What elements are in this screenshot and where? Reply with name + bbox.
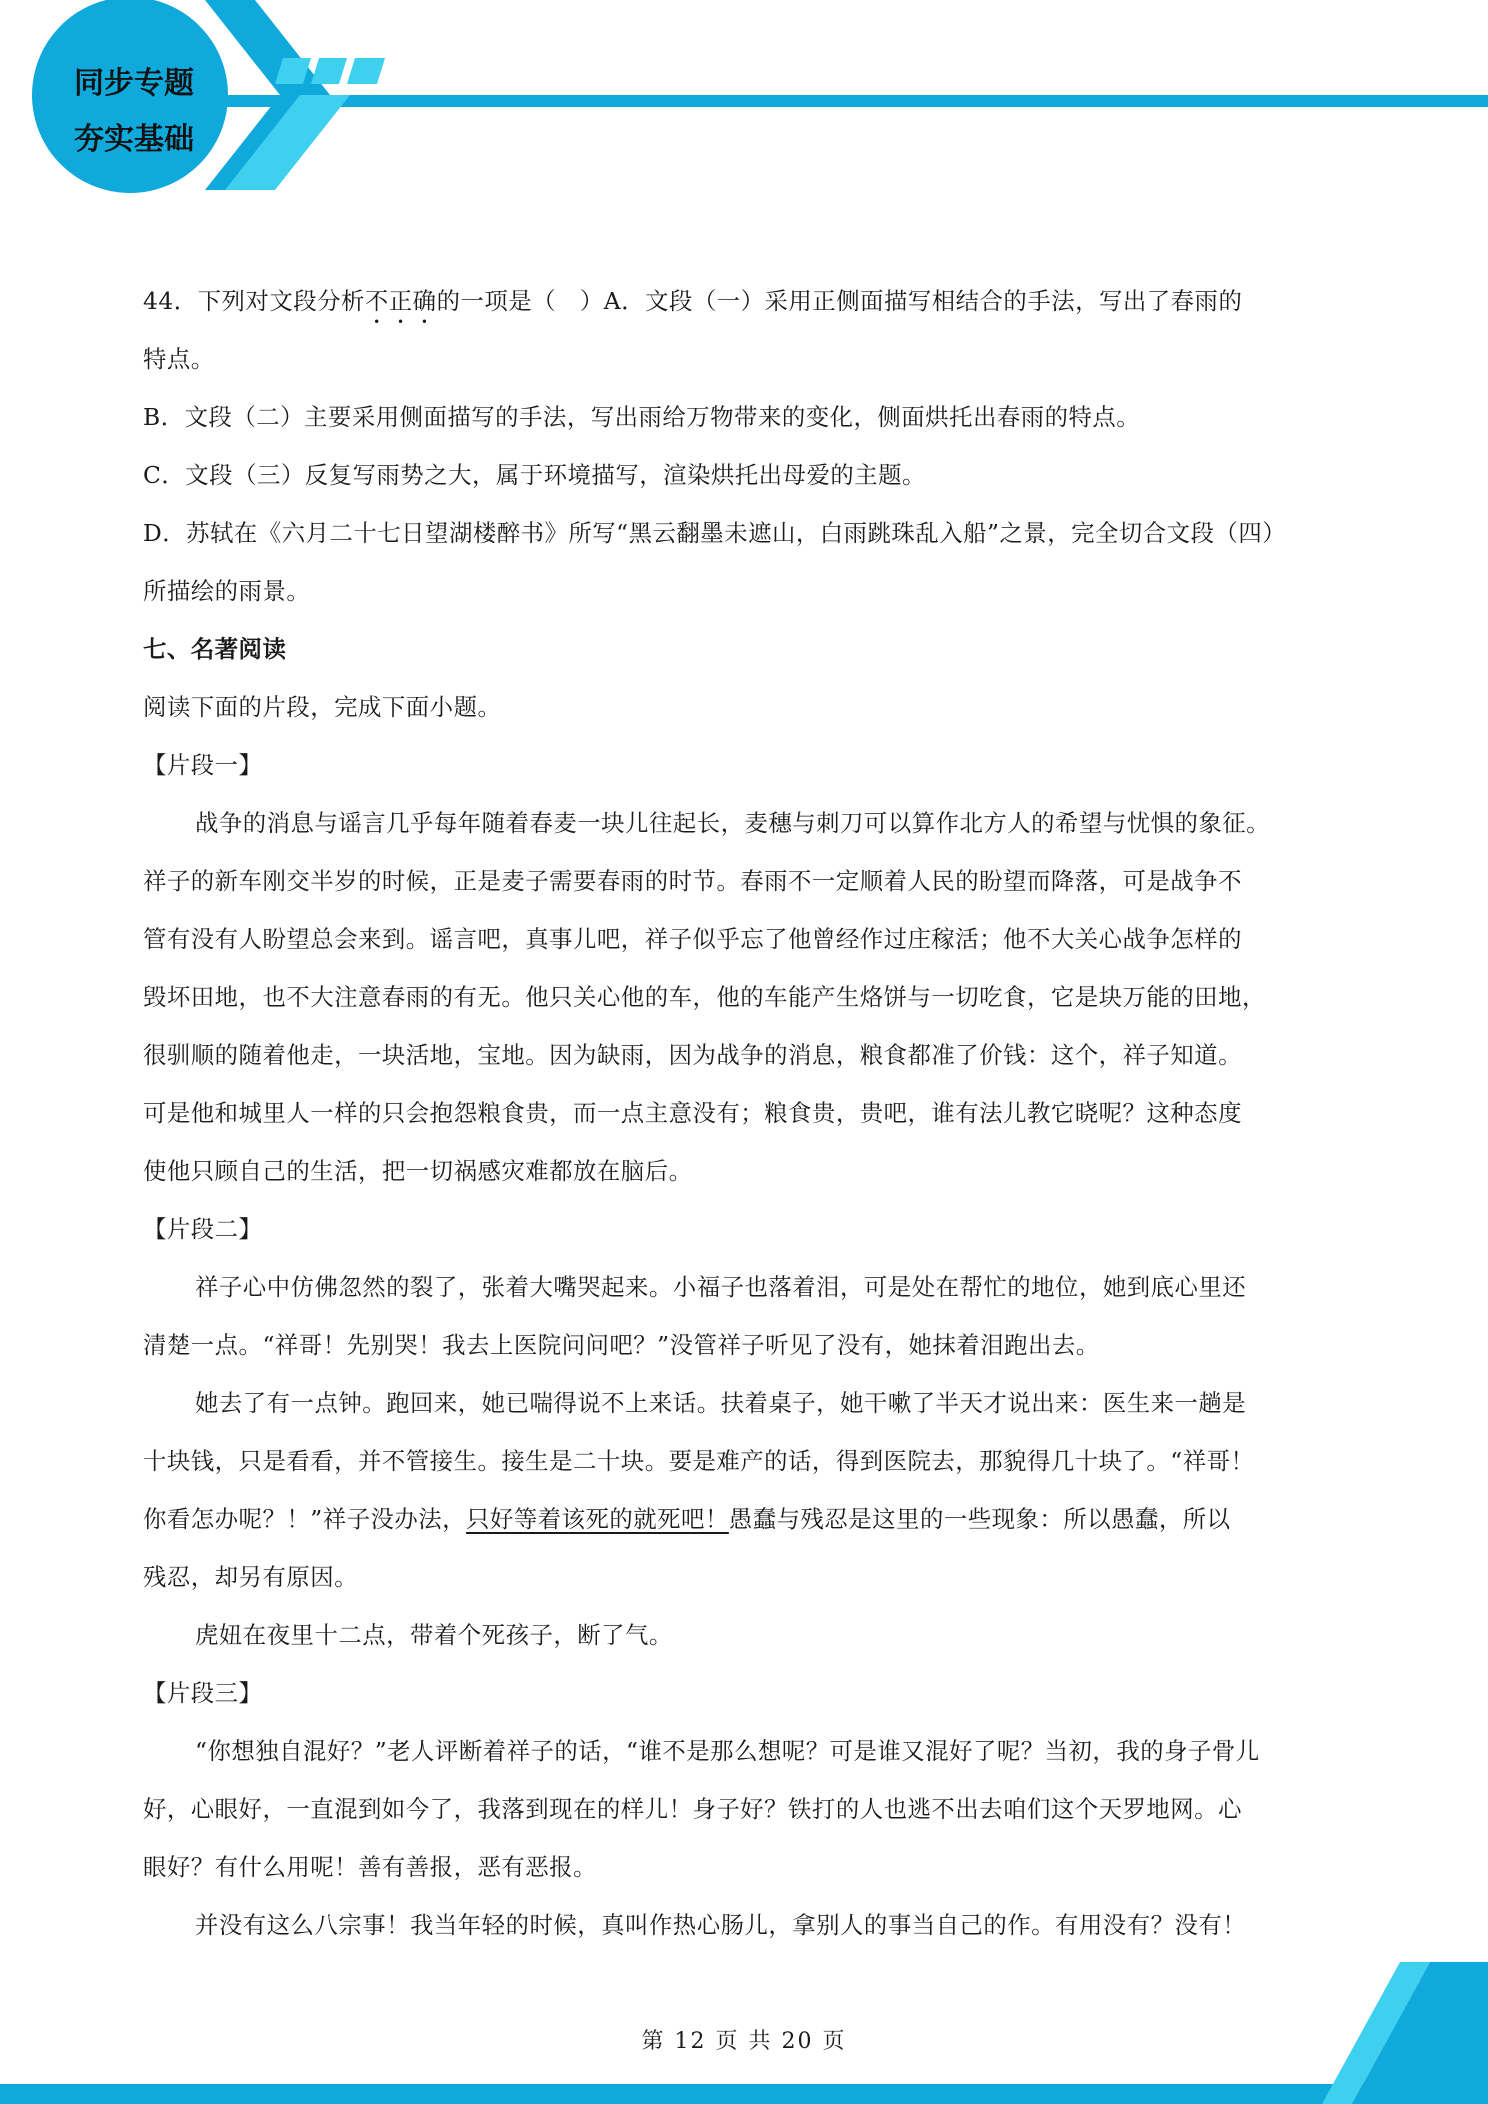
fragment-2-line: 她去了有一点钟。跑回来，她已喘得说不上来话。扶着桌子，她干嗽了半天才说出来：医生来一趟是 [195,1389,1247,1417]
underlined-sentence: 只好等着该死的就死吧！ [466,1505,729,1533]
fragment-1-line: 使他只顾自己的生活，把一切祸感灾难都放在脑后。 [143,1157,693,1185]
option-d: D．苏轼在《六月二十七日望湖楼醉书》所写“黑云翻墨未遮山，白雨跳珠乱入船”之景，完全切合文段（四） [143,519,1287,547]
fragment-1-line: 战争的消息与谣言几乎每年随着春麦一块儿往起长，麦穗与刺刀可以算作北方人的希望与忧惧的象征。 [195,809,1271,837]
badge-line-1: 同步专题 [74,66,194,101]
fragment-1-line: 可是他和城里人一样的只会抱怨粮食贵，而一点主意没有；粮食贵，贵吧，谁有法儿教它晓呢？这种态度 [143,1099,1242,1127]
fragment-1-line: 祥子的新车刚交半岁的时候，正是麦子需要春雨的时节。春雨不一定顺着人民的盼望而降落，可是战争不 [143,867,1242,895]
fragment-2-line: 祥子心中仿佛忽然的裂了，张着大嘴哭起来。小福子也落着泪，可是处在帮忙的地位，她到底心里还 [195,1273,1247,1301]
fragment-3-line: “你想独自混好？”老人评断着祥子的话，“谁不是那么想呢？可是谁又混好了呢？当初，我的身子骨儿 [195,1737,1260,1765]
section-heading: 七、名著阅读 [143,635,287,663]
fragment-3-line: 并没有这么八宗事！我当年轻的时候，真叫作热心肠儿，拿别人的事当自己的作。有用没有？没有！ [195,1911,1247,1939]
header-rule [210,95,1488,107]
fragment-3-line: 眼好？有什么用呢！善有善报，恶有恶报。 [143,1853,597,1881]
fragment-1-label: 【片段一】 [143,751,263,779]
option-c: C．文段（三）反复写雨势之大，属于环境描写，渲染烘托出母爱的主题。 [143,461,926,489]
section-instruction: 阅读下面的片段，完成下面小题。 [143,693,502,721]
fragment-2-line: 清楚一点。“祥哥！先别哭！我去上医院问问吧？”没管祥子听见了没有，她抹着泪跑出去。 [143,1331,1100,1359]
fragment-1-line: 很驯顺的随着他走，一块活地，宝地。因为缺雨，因为战争的消息，粮食都准了价钱：这个，祥子知道。 [143,1041,1242,1069]
question-44-stem [143,282,1343,329]
footer-rule [0,2084,1488,2104]
fragment-3-line: 好，心眼好，一直混到如今了，我落到现在的样儿！身子好？铁打的人也逃不出去咱们这个天罗地网。心 [143,1795,1242,1823]
option-d-cont: 所描绘的雨景。 [143,577,311,605]
question-44-stem-cont: 特点。 [143,345,215,373]
fragment-2-line: 你看怎办呢？！”祥子没办法，只好等着该死的就死吧！愚蠢与残忍是这里的一些现象：所以愚蠢，所以 [143,1505,1231,1533]
page-number: 第 12 页 共 20 页 [641,2029,847,2054]
fragment-2-label: 【片段二】 [143,1215,263,1243]
fragment-1-line: 管有没有人盼望总会来到。谣言吧，真事儿吧，祥子似乎忘了他曾经作过庄稼活；他不大关心战争怎样的 [143,925,1242,953]
question-44-stem-text: 44．下列对文段分析不正确的一项是（ ）A．文段（一）采用正侧面描写相结合的手法，写出了春雨的 [143,287,1243,315]
fragment-2-line: 十块钱，只是看看，并不管接生。接生是二十块。要是难产的话，得到医院去，那貌得几十块了。“祥哥！ [143,1447,1255,1475]
header-stripe-3 [347,58,385,84]
fragment-3-label: 【片段三】 [143,1679,263,1707]
emphasis-not-correct: 不正确 [364,287,437,315]
option-b: B．文段（二）主要采用侧面描写的手法，写出雨给万物带来的变化，侧面烘托出春雨的特点。 [143,403,1141,431]
fragment-2-line: 残忍，却另有原因。 [143,1563,359,1591]
header-badge [34,32,234,192]
fragment-1-line: 毁坏田地，也不大注意春雨的有无。他只关心他的车，他的车能产生烙饼与一切吃食，它是块万能的田地， [143,983,1266,1011]
header-stripe-2 [311,58,347,84]
badge-line-2: 夯实基础 [74,122,194,157]
fragment-2-line: 虎妞在夜里十二点，带着个死孩子，断了气。 [195,1621,673,1649]
